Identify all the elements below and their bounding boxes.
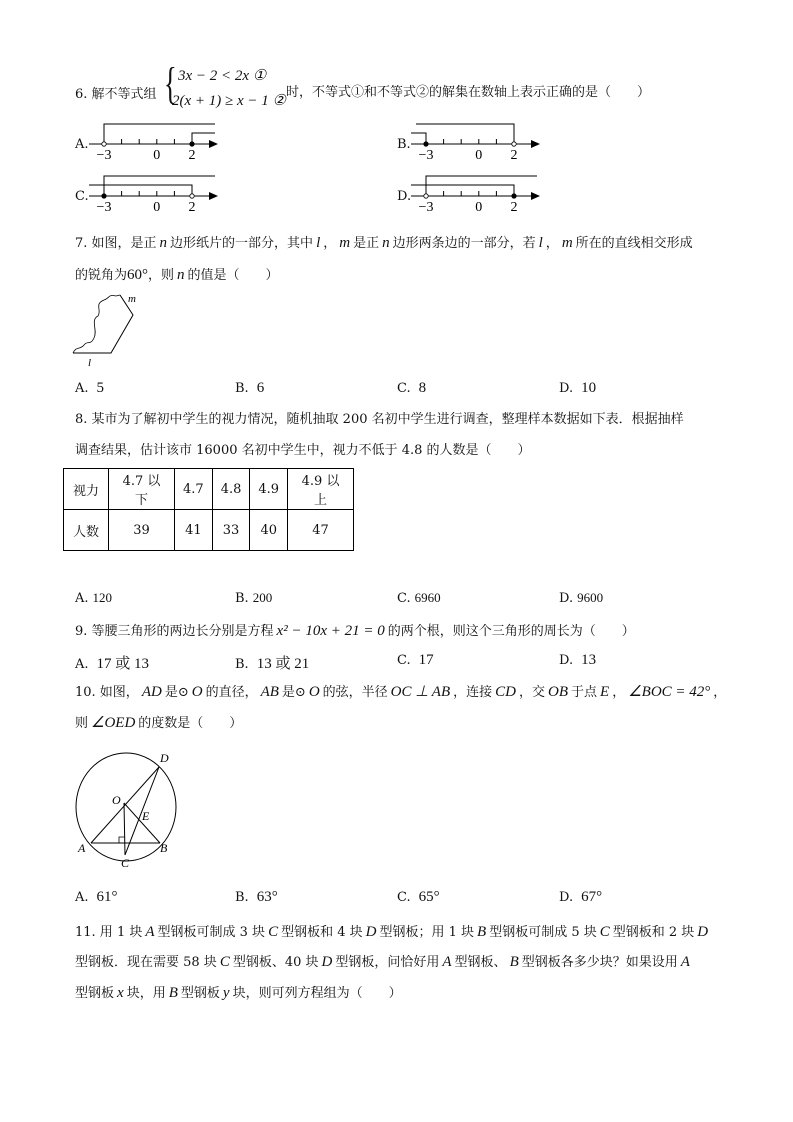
text-segment: 块，用 — [126, 986, 166, 1001]
q10-option-d[interactable] — [559, 889, 602, 906]
label-E: E — [142, 809, 150, 823]
number-line-c — [87, 172, 237, 222]
q6-prefix: 6. 解不等式组 — [75, 87, 157, 102]
open-point — [424, 194, 428, 198]
q6-option-label[interactable]: A. — [75, 137, 89, 152]
option-label: B. — [235, 890, 249, 905]
table-cell: 33 — [212, 510, 250, 551]
option-label: A. — [75, 381, 89, 396]
q7-option-d[interactable] — [559, 380, 596, 397]
question-line-q10-l1 — [75, 683, 726, 702]
question-line-q10-l2 — [75, 714, 242, 733]
option-label: C. — [397, 591, 411, 606]
q6-option-label[interactable]: D. — [397, 189, 412, 204]
label-B: B — [160, 841, 168, 855]
table-cell: 4.9 以上 — [288, 469, 354, 510]
math-segment: E — [600, 684, 610, 700]
text-segment: ，交 — [519, 685, 546, 700]
option-label: C. — [397, 890, 411, 905]
text-segment: 型钢板．现在需要 58 块 — [75, 955, 217, 970]
text-segment: 型钢板和 2 块 — [612, 925, 695, 940]
q9-option-c[interactable] — [397, 652, 434, 669]
q6-inequality-2: 2(x + 1) ≥ x − 1 ② — [172, 93, 286, 109]
text-segment: 所在的直线相交形成 — [575, 236, 693, 251]
text-segment: 的两个根，则这个三角形的周长为（ ） — [387, 624, 635, 639]
option-label: D. — [559, 653, 574, 668]
table-row — [64, 510, 354, 551]
text-segment: 则 — [75, 716, 89, 731]
text-segment: 型钢板 — [75, 986, 115, 1001]
q6-inequality-1: 3x − 2 < 2x ① — [178, 68, 267, 84]
text-segment: 是⊙ — [281, 685, 306, 700]
math-segment: 60° — [127, 267, 149, 283]
text-segment: 型钢板，问恰好用 — [335, 955, 440, 970]
option-label: A. — [75, 591, 89, 606]
text-segment: 的度数是（ ） — [138, 716, 243, 731]
table-cell: 39 — [109, 510, 175, 551]
label-D: D — [160, 751, 169, 765]
text-segment: 调查结果，估计该市 16000 名初中学生中，视力不低于 4.8 的人数是（ ） — [75, 443, 531, 458]
text-segment: 8. 某市为了解初中学生的视力情况，随机抽取 200 名初中学生进行调查，整理样本数据如下表．根据抽样 — [75, 412, 684, 427]
table-cell: 40 — [250, 510, 288, 551]
q9-option-d[interactable] — [559, 652, 596, 669]
text-segment: 型钢板、40 块 — [232, 955, 319, 970]
math-segment: AD — [141, 684, 162, 700]
polygon-fragment-figure — [60, 280, 180, 370]
circle-figure — [60, 740, 200, 870]
option-value: 5 — [96, 380, 105, 396]
text-segment: 型钢板可制成 3 块 — [157, 925, 266, 940]
option-label: C. — [397, 381, 411, 396]
arrow-icon — [531, 192, 540, 200]
tick-label: 0 — [475, 148, 483, 163]
math-segment: C — [599, 924, 610, 940]
math-segment: ∠BOC = 42° — [628, 684, 711, 700]
text-segment: 7. 如图，是正 — [75, 236, 157, 251]
solution-range — [416, 124, 514, 144]
system-brace: { — [164, 59, 177, 108]
text-segment: 10. 如图， — [75, 685, 139, 700]
q7-option-a[interactable] — [75, 380, 104, 397]
arrow-icon — [209, 192, 218, 200]
option-value: 6960 — [414, 590, 441, 605]
math-segment: n — [159, 235, 168, 251]
solution-range — [426, 176, 537, 196]
filled-point — [424, 142, 428, 146]
text-segment: 边形两条边的一部分，若 — [392, 236, 536, 251]
table-cell: 4.7 以下 — [109, 469, 175, 510]
table-cell: 4.7 — [175, 469, 213, 510]
number-line-a — [87, 120, 237, 170]
text-segment: 11. 用 1 块 — [75, 925, 143, 940]
text-segment: ，连接 — [453, 685, 493, 700]
label-m: m — [128, 293, 136, 305]
number-line-b — [409, 120, 559, 170]
text-segment: 9. 等腰三角形的两边长分别是方程 — [75, 624, 274, 639]
q6-option-label[interactable]: B. — [397, 137, 411, 152]
math-segment: C — [219, 954, 230, 970]
option-value: 17 或 13 — [96, 656, 150, 672]
tick-label: 0 — [153, 148, 161, 163]
option-value: 61° — [96, 889, 118, 905]
q9-option-a[interactable] — [75, 652, 149, 673]
math-segment: D — [697, 924, 709, 940]
math-segment: O — [308, 684, 320, 700]
q7-option-c[interactable] — [397, 380, 426, 397]
question-line-q11-l2 — [75, 953, 693, 972]
option-value: 120 — [92, 590, 113, 605]
math-segment: l — [316, 235, 321, 251]
tick-label: −3 — [418, 148, 434, 163]
text-segment: 型钢板 — [180, 986, 220, 1001]
text-segment: ，则 — [148, 268, 175, 283]
table-cell: 47 — [288, 510, 354, 551]
option-label: A. — [75, 657, 89, 672]
text-segment: ， — [612, 685, 626, 700]
question-line-q7-l1 — [75, 234, 693, 253]
math-segment: D — [321, 954, 333, 970]
solution-range — [104, 176, 215, 196]
text-segment: ， — [545, 236, 559, 251]
option-value: 200 — [252, 590, 273, 605]
table-cell: 4.9 — [250, 469, 288, 510]
math-segment: x — [117, 985, 124, 1001]
text-segment: 是⊙ — [164, 685, 189, 700]
tick-label: 0 — [153, 200, 161, 215]
text-segment: 于点 — [571, 685, 598, 700]
math-segment: x² − 10x + 21 = 0 — [276, 623, 385, 639]
arrow-icon — [209, 140, 218, 148]
tick-label: 0 — [475, 200, 483, 215]
tick-label: 2 — [510, 200, 518, 215]
option-value: 8 — [418, 380, 427, 396]
text-segment: 是正 — [353, 236, 380, 251]
math-segment: CD — [495, 684, 516, 700]
filled-point — [512, 194, 516, 198]
option-value: 10 — [581, 380, 597, 396]
vision-table — [63, 468, 354, 551]
option-value: 65° — [418, 889, 440, 905]
option-value: 13 或 21 — [256, 656, 310, 672]
q7-option-b[interactable] — [235, 380, 264, 397]
q10-option-c[interactable] — [397, 889, 440, 906]
table-cell: 4.8 — [212, 469, 250, 510]
math-segment: OB — [548, 684, 569, 700]
table-cell: 41 — [175, 510, 213, 551]
option-label: A. — [75, 890, 89, 905]
question-line-q11-l3 — [75, 984, 402, 1003]
text-segment: ， — [323, 236, 337, 251]
question-line-q9-l1 — [75, 622, 635, 641]
q9-option-b[interactable] — [235, 652, 309, 673]
math-segment: OC ⊥ AB — [390, 684, 451, 700]
option-label: C. — [397, 653, 411, 668]
option-label: B. — [235, 591, 249, 606]
tick-label: 2 — [188, 148, 196, 163]
q8-option-a[interactable] — [75, 590, 112, 606]
q8-option-b[interactable] — [235, 590, 272, 606]
text-segment: 的锐角为 — [75, 268, 128, 283]
tick-label: −3 — [96, 148, 112, 163]
question-line-q8-l2 — [75, 442, 531, 460]
label-l: l — [88, 357, 92, 369]
text-segment: 的值是（ ） — [187, 268, 279, 283]
math-segment: A — [442, 954, 452, 970]
option-label: D. — [559, 890, 574, 905]
math-segment: y — [222, 985, 230, 1001]
text-segment: 型钢板；用 1 块 — [379, 925, 475, 940]
arrow-icon — [531, 140, 540, 148]
open-point — [190, 194, 194, 198]
math-segment: O — [191, 684, 203, 700]
math-segment: ∠OED — [91, 715, 136, 731]
q8-option-d[interactable] — [559, 590, 603, 606]
option-label: D. — [559, 381, 574, 396]
option-value: 6 — [256, 380, 265, 396]
text-segment: 边形纸片的一部分，其中 — [170, 236, 314, 251]
math-segment: AB — [260, 684, 279, 700]
q10-option-b[interactable] — [235, 889, 278, 906]
math-segment: B — [168, 985, 178, 1001]
math-segment: B — [509, 954, 519, 970]
text-segment: 块，则可列方程组为（ ） — [232, 986, 402, 1001]
tick-label: −3 — [96, 200, 112, 215]
tick-label: −3 — [418, 200, 434, 215]
math-segment: l — [538, 235, 543, 251]
option-value: 63° — [256, 889, 278, 905]
math-segment: m — [339, 235, 351, 251]
option-value: 67° — [581, 889, 603, 905]
option-value: 17 — [418, 652, 434, 668]
q6-option-label[interactable]: C. — [75, 189, 89, 204]
math-segment: C — [268, 924, 279, 940]
text-segment: 型钢板可制成 5 块 — [489, 925, 597, 940]
table-cell: 人数 — [64, 510, 109, 551]
math-segment: B — [477, 924, 487, 940]
q8-option-c[interactable] — [397, 590, 441, 606]
tick-label: 2 — [188, 200, 196, 215]
text-segment: 的直径， — [205, 685, 258, 700]
open-point — [512, 142, 516, 146]
filled-point — [190, 142, 194, 146]
math-segment: A — [145, 924, 155, 940]
solution-range — [411, 133, 426, 144]
text-segment: ， — [713, 685, 727, 700]
table-row — [64, 469, 354, 510]
text-segment: 型钢板各多少块？如果设用 — [521, 955, 678, 970]
math-segment: m — [561, 235, 573, 251]
question-line-q11-l1 — [75, 923, 711, 942]
filled-point — [102, 194, 106, 198]
option-label: B. — [235, 381, 249, 396]
option-value: 9600 — [577, 590, 604, 605]
question-line-q8-l1 — [75, 411, 684, 429]
label-O: O — [112, 793, 121, 807]
math-segment: n — [177, 267, 185, 283]
table-cell: 视力 — [64, 469, 109, 510]
tick-label: 2 — [510, 148, 518, 163]
option-value: 13 — [581, 652, 597, 668]
open-point — [102, 142, 106, 146]
option-label: B. — [235, 657, 249, 672]
q6-suffix: 时，不等式①和不等式②的解集在数轴上表示正确的是（ ） — [286, 85, 651, 100]
option-label: D. — [559, 591, 574, 606]
math-segment: A — [680, 954, 690, 970]
label-A: A — [78, 841, 86, 855]
text-segment: 的弦，半径 — [322, 685, 388, 700]
label-C: C — [121, 856, 130, 870]
text-segment: 型钢板、 — [454, 955, 507, 970]
math-segment: n — [382, 235, 390, 251]
math-segment: D — [365, 924, 377, 940]
q10-option-a[interactable] — [75, 889, 118, 906]
text-segment: 型钢板和 4 块 — [281, 925, 363, 940]
number-line-d — [409, 172, 559, 222]
solution-range — [104, 124, 215, 144]
